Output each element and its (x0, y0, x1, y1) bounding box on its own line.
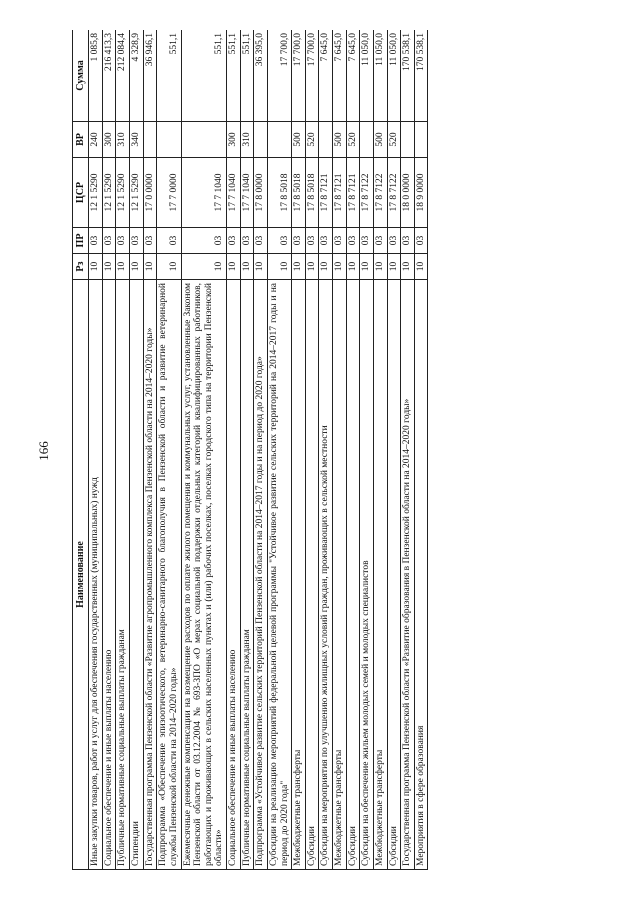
cell-csr: 17 7 0000 (157, 158, 181, 228)
cell-csr: 17 8 5018 (292, 158, 306, 228)
cell-pr: 03 (130, 228, 144, 254)
cell-sum: 11 050,0 (360, 30, 374, 122)
cell-name: Межбюджетные трансферты (333, 280, 347, 870)
cell-pr: 03 (401, 228, 415, 254)
cell-pr: 03 (116, 228, 130, 254)
cell-rz: 10 (292, 254, 306, 280)
cell-rz: 10 (346, 254, 360, 280)
table-row (130, 30, 144, 870)
cell-csr: 12 1 5290 (130, 158, 144, 228)
table-row (292, 30, 306, 870)
cell-pr: 03 (143, 228, 157, 254)
cell-sum: 551,1 (181, 30, 227, 122)
cell-name: Иные закупки товаров, работ и услуг для обеспечения государственных (муниципальных) нужд (89, 280, 103, 870)
table-row (319, 30, 333, 870)
cell-vr (360, 122, 374, 158)
cell-name: Ежемесячные денежные компенсации на возмещение расходов по оплате жилого помещения и коммунальных услуг, установленные Законом Пензенской области от 03.12.2004 № 693-ЗПО «О мерах социальной поддержки отдельных категорий квалифицированных работников, работающих и проживающих в сельских населенных пунктах и (или) рабочих поселках, поселках городского типа на территории Пензенской области» (181, 280, 227, 870)
cell-rz: 10 (267, 254, 291, 280)
cell-name: Субсидии на мероприятия по улучшению жилищных условий граждан, проживающих в сельской местности (319, 280, 333, 870)
cell-csr: 17 8 7121 (333, 158, 347, 228)
cell-rz: 10 (102, 254, 116, 280)
rotated-table-frame (72, 30, 567, 870)
table-header-row (73, 30, 89, 870)
table-row (333, 30, 347, 870)
cell-csr: 17 8 7122 (373, 158, 387, 228)
cell-vr: 300 (227, 122, 241, 158)
cell-rz: 10 (373, 254, 387, 280)
cell-name: Подпрограмма «Устойчивое развитие сельских территорий Пензенской области на 2014–2017 годы и на период до 2020 года» (254, 280, 268, 870)
table-row (116, 30, 130, 870)
cell-name: Мероприятия в сфере образования (414, 280, 428, 870)
cell-sum: 551,1 (227, 30, 241, 122)
cell-name: Субсидии (387, 280, 401, 870)
cell-vr: 500 (373, 122, 387, 158)
cell-rz: 10 (305, 254, 319, 280)
cell-name: Публичные нормативные социальные выплаты гражданам (116, 280, 130, 870)
cell-name: Субсидии (305, 280, 319, 870)
table-row (346, 30, 360, 870)
cell-sum: 36 946,1 (143, 30, 157, 122)
cell-pr: 03 (254, 228, 268, 254)
cell-vr: 240 (89, 122, 103, 158)
cell-vr: 340 (130, 122, 144, 158)
cell-csr: 12 1 5290 (89, 158, 103, 228)
cell-pr: 03 (181, 228, 227, 254)
cell-sum: 17 700,0 (292, 30, 306, 122)
cell-pr: 03 (319, 228, 333, 254)
cell-name: Подпрограмма «Обеспечение эпизоотического, ветеринарно-санитарного благополучия в Пензенской области и развитие ветеринарной службы Пензенской области на 2014–2020 годы» (157, 280, 181, 870)
cell-csr: 12 1 5290 (102, 158, 116, 228)
cell-sum: 170 538,1 (414, 30, 428, 122)
cell-csr: 17 7 1040 (181, 158, 227, 228)
budget-table (72, 30, 428, 870)
cell-pr: 03 (227, 228, 241, 254)
cell-sum: 216 413,3 (102, 30, 116, 122)
table-row (89, 30, 103, 870)
cell-vr (401, 122, 415, 158)
cell-pr: 03 (387, 228, 401, 254)
table-row (401, 30, 415, 870)
cell-rz: 10 (181, 254, 227, 280)
header-pr: ПР (73, 228, 89, 254)
cell-csr: 17 8 7121 (346, 158, 360, 228)
cell-rz: 10 (89, 254, 103, 280)
cell-csr: 12 1 5290 (116, 158, 130, 228)
cell-vr (267, 122, 291, 158)
cell-rz: 10 (319, 254, 333, 280)
cell-csr: 18 9 0000 (414, 158, 428, 228)
cell-sum: 17 700,0 (305, 30, 319, 122)
cell-rz: 10 (143, 254, 157, 280)
page-number: 166 (36, 441, 51, 461)
cell-csr: 17 8 0000 (254, 158, 268, 228)
cell-pr: 03 (360, 228, 374, 254)
cell-sum: 170 538,1 (401, 30, 415, 122)
cell-rz: 10 (401, 254, 415, 280)
cell-csr: 17 7 1040 (240, 158, 254, 228)
cell-rz: 10 (387, 254, 401, 280)
cell-csr: 17 8 7122 (360, 158, 374, 228)
cell-csr: 17 8 7121 (319, 158, 333, 228)
cell-sum: 11 050,0 (387, 30, 401, 122)
cell-sum: 1 085,8 (89, 30, 103, 122)
cell-rz: 10 (157, 254, 181, 280)
table-row (143, 30, 157, 870)
cell-rz: 10 (333, 254, 347, 280)
cell-pr: 03 (346, 228, 360, 254)
cell-csr: 17 8 5018 (305, 158, 319, 228)
cell-csr: 17 0 0000 (143, 158, 157, 228)
table-row (360, 30, 374, 870)
cell-csr: 17 8 5018 (267, 158, 291, 228)
table-row (267, 30, 291, 870)
cell-vr: 520 (346, 122, 360, 158)
cell-vr (181, 122, 227, 158)
cell-sum: 4 328,9 (130, 30, 144, 122)
cell-pr: 03 (373, 228, 387, 254)
cell-sum: 551,1 (240, 30, 254, 122)
rotated-table-content (72, 30, 567, 870)
cell-vr: 500 (292, 122, 306, 158)
cell-rz: 10 (414, 254, 428, 280)
cell-name: Субсидии на обеспечение жильем молодых семей и молодых специалистов (360, 280, 374, 870)
cell-pr: 03 (305, 228, 319, 254)
cell-csr: 17 8 7122 (387, 158, 401, 228)
table-row (102, 30, 116, 870)
cell-vr: 500 (333, 122, 347, 158)
cell-vr (143, 122, 157, 158)
cell-sum: 7 645,0 (333, 30, 347, 122)
cell-vr: 310 (116, 122, 130, 158)
table-row (414, 30, 428, 870)
cell-pr: 03 (102, 228, 116, 254)
table-row (373, 30, 387, 870)
cell-name: Публичные нормативные социальные выплаты гражданам (240, 280, 254, 870)
cell-sum: 551,1 (157, 30, 181, 122)
table-row (227, 30, 241, 870)
cell-sum: 7 645,0 (319, 30, 333, 122)
cell-sum: 17 700,0 (267, 30, 291, 122)
cell-rz: 10 (116, 254, 130, 280)
cell-vr: 520 (387, 122, 401, 158)
header-name: Наименование (73, 280, 89, 870)
table-row (181, 30, 227, 870)
table-row (157, 30, 181, 870)
cell-csr: 17 7 1040 (227, 158, 241, 228)
cell-name: Государственная программа Пензенской области «Развитие агропромышленного комплекса Пензенской области на 2014–2020 годы» (143, 280, 157, 870)
cell-vr: 310 (240, 122, 254, 158)
table-row (240, 30, 254, 870)
cell-vr: 300 (102, 122, 116, 158)
cell-name: Социальное обеспечение и иные выплаты населению (227, 280, 241, 870)
header-vr: ВР (73, 122, 89, 158)
cell-rz: 10 (240, 254, 254, 280)
cell-name: Межбюджетные трансферты (292, 280, 306, 870)
header-sum: Сумма (73, 30, 89, 122)
cell-vr (414, 122, 428, 158)
cell-vr (157, 122, 181, 158)
cell-name: Субсидии на реализацию мероприятий федеральной целевой программы "Устойчивое развитие сельских территорий на 2014–2017 годы и на период до 2020 года" (267, 280, 291, 870)
cell-name: Государственная программа Пензенской области «Развитие образования в Пензенской области на 2014–2020 годы» (401, 280, 415, 870)
cell-sum: 11 050,0 (373, 30, 387, 122)
cell-rz: 10 (130, 254, 144, 280)
cell-rz: 10 (254, 254, 268, 280)
cell-rz: 10 (360, 254, 374, 280)
table-row (387, 30, 401, 870)
cell-pr: 03 (157, 228, 181, 254)
cell-vr (319, 122, 333, 158)
cell-pr: 03 (89, 228, 103, 254)
cell-vr: 520 (305, 122, 319, 158)
cell-sum: 36 395,0 (254, 30, 268, 122)
header-rz: Рз (73, 254, 89, 280)
cell-sum: 212 084,4 (116, 30, 130, 122)
cell-rz: 10 (227, 254, 241, 280)
cell-name: Межбюджетные трансферты (373, 280, 387, 870)
cell-sum: 7 645,0 (346, 30, 360, 122)
cell-name: Стипендии (130, 280, 144, 870)
cell-name: Субсидии (346, 280, 360, 870)
cell-pr: 03 (414, 228, 428, 254)
cell-vr (254, 122, 268, 158)
cell-pr: 03 (240, 228, 254, 254)
cell-pr: 03 (267, 228, 291, 254)
table-row (305, 30, 319, 870)
cell-pr: 03 (333, 228, 347, 254)
cell-name: Социальное обеспечение и иные выплаты населению (102, 280, 116, 870)
cell-csr: 18 0 0000 (401, 158, 415, 228)
header-csr: ЦСР (73, 158, 89, 228)
cell-pr: 03 (292, 228, 306, 254)
table-row (254, 30, 268, 870)
